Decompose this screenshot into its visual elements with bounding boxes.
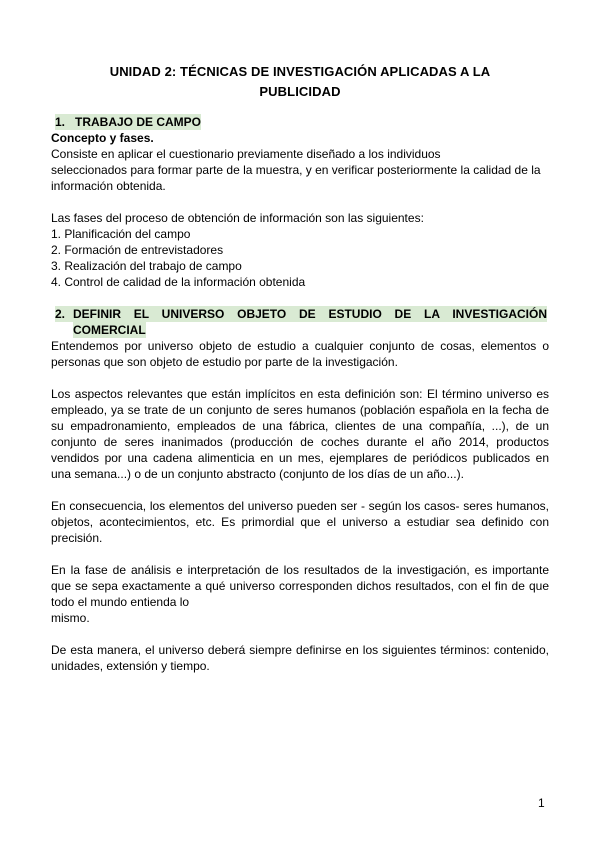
section1-para1-line2: seleccionados para formar parte de la muestra, y en verificar posteriormente la calidad de la (51, 163, 541, 177)
section1-para1-line3: información obtenida. (51, 179, 166, 193)
title-line-2: PUBLICIDAD (259, 84, 341, 99)
section1-heading (55, 114, 201, 130)
list-item: 3. Realización del trabajo de campo (51, 259, 242, 273)
section2-para2-line6: una semana...) o de un conjunto abstracto (conjunto de los días de un año...). (51, 467, 464, 481)
list-item: 4. Control de calidad de la información obtenida (51, 275, 306, 289)
section2-para3-line3: precisión. (51, 531, 103, 545)
section1-number: 1. (55, 115, 66, 129)
section2-number: 2. (55, 307, 66, 321)
section2-para4-line1: En la fase de análisis e interpretación de los resultados de la investigación, es importante (51, 563, 549, 577)
document-title (50, 62, 550, 102)
section2-para4-line3: todo el mundo entienda lo (51, 595, 190, 609)
list-item: 2. Formación de entrevistadores (51, 243, 224, 257)
section2-para2-line4: conjunto de seres inanimados (producción de coches durante el año 2014, productos (51, 435, 549, 449)
section2-para3-line1: En consecuencia, los elementos del universo pueden ser - según los casos- seres humanos, (51, 499, 549, 513)
section2-para1-line1: Entendemos por universo objeto de estudio a cualquier conjunto de cosas, elementos o (51, 339, 549, 353)
section2-para3-line2: objetos, acontecimientos, etc. Es primordial que el universo a estudiar sea definido con (51, 515, 549, 529)
section2-para4-line4: mismo. (51, 611, 90, 625)
section2-para2-line1: Los aspectos relevantes que están implícitos en esta definición son: El término universo es (51, 387, 549, 401)
list-item: 1. Planificación del campo (51, 227, 191, 241)
section2-para2-line5: vendidos por una cadena alimenticia en un mes, ejemplares de periódicos publicados en (51, 451, 549, 465)
section2-para5-line2: unidades, extensión y tiempo. (51, 659, 210, 673)
section2-heading-line1: DEFINIR EL UNIVERSO OBJETO DE ESTUDIO DE LA INVESTIGACIÓN (73, 307, 547, 321)
section2-para2-line3: su empadronamiento, empleados de una fábrica, clientes de una compañía, ...), de un (51, 419, 549, 433)
section2-para1-line2: personas que son objeto de estudio por parte de la investigación. (51, 355, 398, 369)
title-line-1: UNIDAD 2: TÉCNICAS DE INVESTIGACIÓN APLICADAS A LA (109, 64, 491, 79)
section1-subheading: Concepto y fases. (51, 131, 154, 145)
section2-para5-line1: De esta manera, el universo deberá siempre definirse en los siguientes términos: contenido, (51, 643, 549, 657)
section1-heading-text: TRABAJO DE CAMPO (75, 115, 202, 129)
section2-heading (55, 306, 547, 322)
section2-para2-line2: empleado, ya se trate de un conjunto de seres humanos (población española en la fecha de (51, 403, 549, 417)
section1-para1-line1: Consiste en aplicar el cuestionario previamente diseñado a los individuos (51, 147, 441, 161)
section1-intro: Las fases del proceso de obtención de información son las siguientes: (51, 211, 424, 225)
section2-para4-line2: que se sepa exactamente a qué universo corresponden dichos resultados, con el fin de que (51, 579, 549, 593)
page-number: 1 (538, 796, 545, 810)
section2-heading-line2: COMERCIAL (73, 323, 146, 337)
